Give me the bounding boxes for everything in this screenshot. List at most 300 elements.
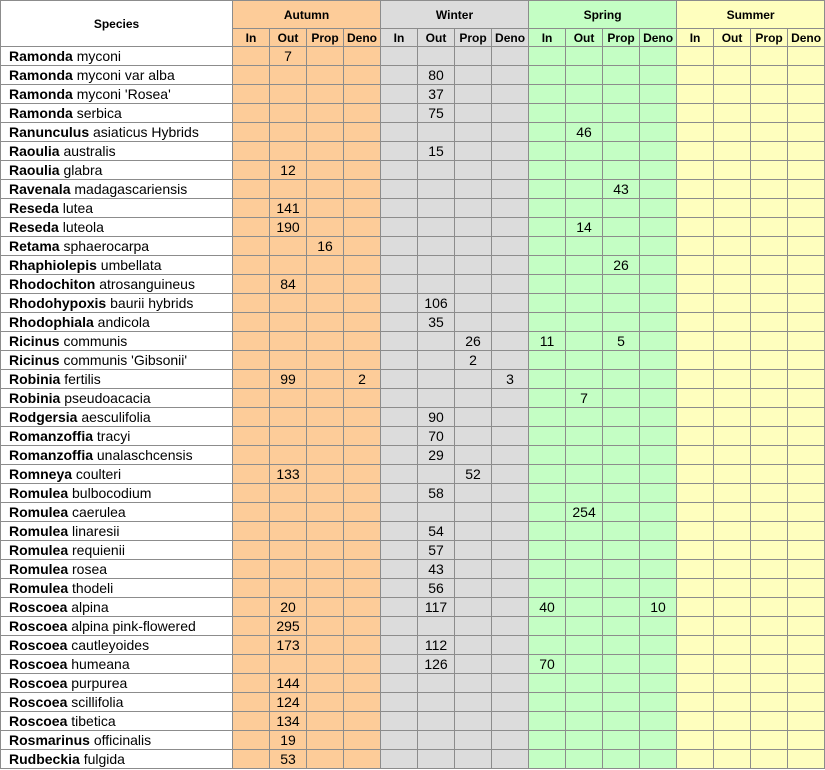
value-cell-summer-prop[interactable] <box>751 427 788 446</box>
value-cell-spring-deno[interactable] <box>640 503 677 522</box>
value-cell-winter-deno[interactable] <box>492 750 529 769</box>
value-cell-summer-deno[interactable] <box>788 332 825 351</box>
value-cell-summer-deno[interactable] <box>788 313 825 332</box>
value-cell-summer-prop[interactable] <box>751 712 788 731</box>
subcolumn-header-spring-deno[interactable]: Deno <box>640 29 677 47</box>
value-cell-winter-prop[interactable] <box>455 199 492 218</box>
value-cell-summer-out[interactable] <box>714 351 751 370</box>
species-name-cell[interactable] <box>1 294 233 313</box>
species-name-cell[interactable] <box>1 66 233 85</box>
value-cell-summer-prop[interactable] <box>751 465 788 484</box>
value-cell-winter-deno[interactable] <box>492 313 529 332</box>
value-cell-autumn-in[interactable] <box>233 579 270 598</box>
value-cell-spring-deno[interactable] <box>640 351 677 370</box>
value-cell-summer-out[interactable] <box>714 256 751 275</box>
value-cell-winter-prop[interactable] <box>455 636 492 655</box>
value-cell-winter-out[interactable] <box>418 237 455 256</box>
value-cell-summer-out[interactable] <box>714 47 751 66</box>
value-cell-spring-out[interactable]: 46 <box>566 123 603 142</box>
value-cell-spring-deno[interactable] <box>640 123 677 142</box>
value-cell-summer-prop[interactable] <box>751 180 788 199</box>
value-cell-spring-deno[interactable] <box>640 731 677 750</box>
value-cell-spring-in[interactable] <box>529 85 566 104</box>
value-cell-spring-out[interactable] <box>566 617 603 636</box>
value-cell-winter-out[interactable]: 54 <box>418 522 455 541</box>
value-cell-autumn-prop[interactable] <box>307 541 344 560</box>
value-cell-spring-out[interactable] <box>566 180 603 199</box>
value-cell-summer-prop[interactable] <box>751 294 788 313</box>
value-cell-autumn-deno[interactable] <box>344 560 381 579</box>
value-cell-summer-prop[interactable] <box>751 104 788 123</box>
value-cell-autumn-deno[interactable] <box>344 104 381 123</box>
value-cell-winter-deno[interactable] <box>492 541 529 560</box>
value-cell-autumn-in[interactable] <box>233 560 270 579</box>
value-cell-autumn-deno[interactable] <box>344 655 381 674</box>
value-cell-winter-prop[interactable] <box>455 180 492 199</box>
value-cell-winter-out[interactable] <box>418 256 455 275</box>
value-cell-summer-prop[interactable] <box>751 636 788 655</box>
value-cell-autumn-out[interactable] <box>270 522 307 541</box>
species-name-cell[interactable] <box>1 256 233 275</box>
value-cell-summer-prop[interactable] <box>751 579 788 598</box>
value-cell-spring-deno[interactable]: 10 <box>640 598 677 617</box>
value-cell-autumn-prop[interactable] <box>307 503 344 522</box>
value-cell-autumn-in[interactable] <box>233 123 270 142</box>
value-cell-winter-in[interactable] <box>381 731 418 750</box>
value-cell-spring-prop[interactable] <box>603 66 640 85</box>
value-cell-spring-prop[interactable] <box>603 693 640 712</box>
value-cell-summer-deno[interactable] <box>788 47 825 66</box>
value-cell-autumn-deno[interactable] <box>344 389 381 408</box>
value-cell-summer-deno[interactable] <box>788 617 825 636</box>
value-cell-autumn-prop[interactable] <box>307 85 344 104</box>
value-cell-autumn-out[interactable] <box>270 541 307 560</box>
value-cell-autumn-in[interactable] <box>233 655 270 674</box>
table-row[interactable] <box>1 123 825 142</box>
value-cell-winter-out[interactable] <box>418 503 455 522</box>
value-cell-spring-prop[interactable] <box>603 636 640 655</box>
value-cell-autumn-deno[interactable] <box>344 503 381 522</box>
value-cell-spring-in[interactable] <box>529 731 566 750</box>
species-name-cell[interactable] <box>1 560 233 579</box>
value-cell-autumn-out[interactable] <box>270 237 307 256</box>
value-cell-winter-deno[interactable] <box>492 579 529 598</box>
value-cell-summer-in[interactable] <box>677 465 714 484</box>
value-cell-winter-deno[interactable] <box>492 47 529 66</box>
value-cell-summer-out[interactable] <box>714 313 751 332</box>
value-cell-spring-prop[interactable] <box>603 655 640 674</box>
value-cell-winter-out[interactable]: 75 <box>418 104 455 123</box>
value-cell-winter-out[interactable]: 43 <box>418 560 455 579</box>
value-cell-spring-prop[interactable] <box>603 674 640 693</box>
value-cell-summer-prop[interactable] <box>751 408 788 427</box>
species-name-cell[interactable] <box>1 484 233 503</box>
value-cell-winter-in[interactable] <box>381 294 418 313</box>
value-cell-summer-prop[interactable] <box>751 161 788 180</box>
value-cell-winter-in[interactable] <box>381 180 418 199</box>
value-cell-winter-deno[interactable] <box>492 674 529 693</box>
value-cell-spring-deno[interactable] <box>640 180 677 199</box>
value-cell-summer-out[interactable] <box>714 275 751 294</box>
value-cell-autumn-prop[interactable] <box>307 655 344 674</box>
value-cell-autumn-prop[interactable] <box>307 218 344 237</box>
value-cell-winter-prop[interactable] <box>455 294 492 313</box>
value-cell-autumn-out[interactable] <box>270 446 307 465</box>
value-cell-spring-out[interactable] <box>566 560 603 579</box>
table-row[interactable] <box>1 408 825 427</box>
value-cell-winter-prop[interactable] <box>455 427 492 446</box>
value-cell-summer-in[interactable] <box>677 389 714 408</box>
value-cell-summer-out[interactable] <box>714 503 751 522</box>
value-cell-autumn-prop[interactable] <box>307 598 344 617</box>
value-cell-autumn-out[interactable] <box>270 503 307 522</box>
value-cell-winter-deno[interactable] <box>492 408 529 427</box>
value-cell-spring-out[interactable] <box>566 85 603 104</box>
subcolumn-header-autumn-out[interactable]: Out <box>270 29 307 47</box>
value-cell-autumn-in[interactable] <box>233 66 270 85</box>
value-cell-winter-in[interactable] <box>381 712 418 731</box>
value-cell-winter-deno[interactable] <box>492 332 529 351</box>
value-cell-summer-in[interactable] <box>677 522 714 541</box>
value-cell-summer-deno[interactable] <box>788 503 825 522</box>
value-cell-summer-prop[interactable] <box>751 47 788 66</box>
value-cell-spring-prop[interactable] <box>603 750 640 769</box>
subcolumn-header-autumn-deno[interactable]: Deno <box>344 29 381 47</box>
value-cell-winter-out[interactable]: 112 <box>418 636 455 655</box>
value-cell-winter-deno[interactable] <box>492 693 529 712</box>
value-cell-autumn-deno[interactable] <box>344 408 381 427</box>
value-cell-autumn-in[interactable] <box>233 47 270 66</box>
value-cell-autumn-in[interactable] <box>233 636 270 655</box>
value-cell-summer-prop[interactable] <box>751 750 788 769</box>
species-name-cell[interactable] <box>1 636 233 655</box>
value-cell-summer-deno[interactable] <box>788 123 825 142</box>
value-cell-autumn-in[interactable] <box>233 351 270 370</box>
table-row[interactable] <box>1 636 825 655</box>
value-cell-autumn-out[interactable]: 173 <box>270 636 307 655</box>
value-cell-spring-in[interactable] <box>529 161 566 180</box>
value-cell-spring-in[interactable] <box>529 674 566 693</box>
value-cell-winter-out[interactable] <box>418 465 455 484</box>
species-name-cell[interactable] <box>1 313 233 332</box>
value-cell-spring-in[interactable] <box>529 294 566 313</box>
value-cell-spring-deno[interactable] <box>640 750 677 769</box>
value-cell-autumn-deno[interactable] <box>344 66 381 85</box>
value-cell-spring-prop[interactable] <box>603 47 640 66</box>
table-row[interactable] <box>1 503 825 522</box>
value-cell-spring-deno[interactable] <box>640 66 677 85</box>
value-cell-autumn-deno[interactable] <box>344 541 381 560</box>
value-cell-autumn-out[interactable] <box>270 66 307 85</box>
value-cell-winter-in[interactable] <box>381 750 418 769</box>
value-cell-autumn-in[interactable] <box>233 598 270 617</box>
value-cell-winter-deno[interactable] <box>492 427 529 446</box>
value-cell-summer-prop[interactable] <box>751 446 788 465</box>
value-cell-autumn-in[interactable] <box>233 294 270 313</box>
value-cell-summer-prop[interactable] <box>751 66 788 85</box>
value-cell-winter-prop[interactable] <box>455 85 492 104</box>
value-cell-summer-deno[interactable] <box>788 427 825 446</box>
subcolumn-header-spring-prop[interactable]: Prop <box>603 29 640 47</box>
value-cell-winter-in[interactable] <box>381 332 418 351</box>
value-cell-spring-out[interactable] <box>566 142 603 161</box>
value-cell-winter-in[interactable] <box>381 617 418 636</box>
value-cell-spring-prop[interactable]: 43 <box>603 180 640 199</box>
value-cell-autumn-in[interactable] <box>233 370 270 389</box>
value-cell-summer-prop[interactable] <box>751 142 788 161</box>
value-cell-winter-deno[interactable] <box>492 617 529 636</box>
value-cell-summer-in[interactable] <box>677 655 714 674</box>
value-cell-winter-in[interactable] <box>381 237 418 256</box>
value-cell-spring-in[interactable] <box>529 712 566 731</box>
value-cell-autumn-deno[interactable] <box>344 617 381 636</box>
value-cell-summer-deno[interactable] <box>788 636 825 655</box>
value-cell-summer-prop[interactable] <box>751 237 788 256</box>
value-cell-autumn-out[interactable]: 144 <box>270 674 307 693</box>
value-cell-autumn-out[interactable] <box>270 85 307 104</box>
value-cell-autumn-in[interactable] <box>233 142 270 161</box>
value-cell-winter-deno[interactable] <box>492 275 529 294</box>
value-cell-winter-in[interactable] <box>381 47 418 66</box>
value-cell-winter-prop[interactable] <box>455 47 492 66</box>
value-cell-winter-prop[interactable] <box>455 313 492 332</box>
value-cell-summer-deno[interactable] <box>788 218 825 237</box>
value-cell-spring-out[interactable] <box>566 161 603 180</box>
season-header-spring[interactable]: Spring <box>529 1 677 29</box>
species-name-cell[interactable] <box>1 351 233 370</box>
value-cell-summer-prop[interactable] <box>751 351 788 370</box>
value-cell-summer-deno[interactable] <box>788 85 825 104</box>
value-cell-winter-prop[interactable] <box>455 408 492 427</box>
value-cell-winter-in[interactable] <box>381 560 418 579</box>
value-cell-autumn-in[interactable] <box>233 731 270 750</box>
value-cell-winter-out[interactable]: 90 <box>418 408 455 427</box>
table-row[interactable] <box>1 47 825 66</box>
table-row[interactable] <box>1 294 825 313</box>
table-row[interactable] <box>1 674 825 693</box>
species-name-cell[interactable] <box>1 104 233 123</box>
value-cell-autumn-deno[interactable] <box>344 351 381 370</box>
value-cell-winter-prop[interactable] <box>455 446 492 465</box>
value-cell-spring-out[interactable]: 254 <box>566 503 603 522</box>
value-cell-autumn-out[interactable]: 295 <box>270 617 307 636</box>
value-cell-spring-deno[interactable] <box>640 693 677 712</box>
value-cell-spring-out[interactable] <box>566 655 603 674</box>
value-cell-spring-deno[interactable] <box>640 446 677 465</box>
value-cell-autumn-in[interactable] <box>233 408 270 427</box>
value-cell-winter-in[interactable] <box>381 66 418 85</box>
value-cell-spring-out[interactable] <box>566 408 603 427</box>
value-cell-winter-deno[interactable]: 3 <box>492 370 529 389</box>
value-cell-summer-out[interactable] <box>714 617 751 636</box>
value-cell-summer-out[interactable] <box>714 123 751 142</box>
value-cell-summer-out[interactable] <box>714 161 751 180</box>
species-name-cell[interactable] <box>1 446 233 465</box>
value-cell-autumn-out[interactable] <box>270 294 307 313</box>
value-cell-spring-deno[interactable] <box>640 465 677 484</box>
value-cell-autumn-deno[interactable] <box>344 237 381 256</box>
value-cell-winter-deno[interactable] <box>492 484 529 503</box>
value-cell-winter-out[interactable] <box>418 180 455 199</box>
value-cell-spring-in[interactable] <box>529 180 566 199</box>
value-cell-spring-in[interactable] <box>529 142 566 161</box>
table-row[interactable] <box>1 237 825 256</box>
value-cell-winter-in[interactable] <box>381 313 418 332</box>
value-cell-summer-deno[interactable] <box>788 750 825 769</box>
value-cell-summer-in[interactable] <box>677 66 714 85</box>
value-cell-spring-in[interactable] <box>529 484 566 503</box>
value-cell-winter-in[interactable] <box>381 446 418 465</box>
value-cell-winter-prop[interactable] <box>455 275 492 294</box>
value-cell-summer-in[interactable] <box>677 370 714 389</box>
species-name-cell[interactable] <box>1 199 233 218</box>
species-name-cell[interactable] <box>1 655 233 674</box>
value-cell-winter-prop[interactable] <box>455 674 492 693</box>
subcolumn-header-winter-prop[interactable]: Prop <box>455 29 492 47</box>
value-cell-summer-out[interactable] <box>714 218 751 237</box>
value-cell-summer-in[interactable] <box>677 712 714 731</box>
value-cell-autumn-in[interactable] <box>233 484 270 503</box>
value-cell-winter-deno[interactable] <box>492 142 529 161</box>
value-cell-summer-prop[interactable] <box>751 256 788 275</box>
value-cell-summer-deno[interactable] <box>788 712 825 731</box>
value-cell-autumn-prop[interactable] <box>307 636 344 655</box>
species-name-cell[interactable] <box>1 370 233 389</box>
value-cell-autumn-prop[interactable] <box>307 66 344 85</box>
value-cell-spring-in[interactable]: 11 <box>529 332 566 351</box>
value-cell-winter-prop[interactable] <box>455 522 492 541</box>
value-cell-spring-deno[interactable] <box>640 104 677 123</box>
subcolumn-header-summer-prop[interactable]: Prop <box>751 29 788 47</box>
value-cell-spring-out[interactable] <box>566 522 603 541</box>
value-cell-summer-in[interactable] <box>677 218 714 237</box>
value-cell-spring-in[interactable] <box>529 370 566 389</box>
value-cell-winter-deno[interactable] <box>492 123 529 142</box>
value-cell-autumn-in[interactable] <box>233 617 270 636</box>
value-cell-autumn-out[interactable] <box>270 104 307 123</box>
value-cell-autumn-deno[interactable] <box>344 123 381 142</box>
value-cell-winter-in[interactable] <box>381 351 418 370</box>
value-cell-summer-out[interactable] <box>714 332 751 351</box>
table-row[interactable] <box>1 465 825 484</box>
value-cell-winter-prop[interactable] <box>455 370 492 389</box>
value-cell-autumn-out[interactable] <box>270 351 307 370</box>
value-cell-autumn-deno[interactable] <box>344 598 381 617</box>
value-cell-summer-prop[interactable] <box>751 313 788 332</box>
value-cell-autumn-deno[interactable]: 2 <box>344 370 381 389</box>
value-cell-winter-out[interactable]: 15 <box>418 142 455 161</box>
value-cell-winter-prop[interactable] <box>455 617 492 636</box>
value-cell-spring-prop[interactable] <box>603 484 640 503</box>
season-header-winter[interactable]: Winter <box>381 1 529 29</box>
value-cell-winter-prop[interactable] <box>455 503 492 522</box>
value-cell-summer-in[interactable] <box>677 199 714 218</box>
value-cell-summer-out[interactable] <box>714 85 751 104</box>
species-name-cell[interactable] <box>1 465 233 484</box>
value-cell-summer-deno[interactable] <box>788 693 825 712</box>
value-cell-winter-in[interactable] <box>381 123 418 142</box>
value-cell-winter-in[interactable] <box>381 256 418 275</box>
value-cell-winter-prop[interactable] <box>455 484 492 503</box>
value-cell-spring-deno[interactable] <box>640 47 677 66</box>
value-cell-summer-out[interactable] <box>714 655 751 674</box>
value-cell-summer-out[interactable] <box>714 199 751 218</box>
value-cell-spring-prop[interactable] <box>603 560 640 579</box>
value-cell-autumn-out[interactable] <box>270 256 307 275</box>
value-cell-autumn-out[interactable] <box>270 408 307 427</box>
value-cell-winter-out[interactable] <box>418 617 455 636</box>
value-cell-summer-in[interactable] <box>677 446 714 465</box>
value-cell-winter-out[interactable] <box>418 47 455 66</box>
value-cell-summer-out[interactable] <box>714 522 751 541</box>
value-cell-summer-in[interactable] <box>677 617 714 636</box>
value-cell-summer-in[interactable] <box>677 560 714 579</box>
season-header-autumn[interactable]: Autumn <box>233 1 381 29</box>
value-cell-spring-deno[interactable] <box>640 579 677 598</box>
value-cell-summer-in[interactable] <box>677 123 714 142</box>
value-cell-summer-in[interactable] <box>677 313 714 332</box>
value-cell-spring-in[interactable] <box>529 123 566 142</box>
value-cell-spring-out[interactable] <box>566 693 603 712</box>
value-cell-summer-deno[interactable] <box>788 465 825 484</box>
value-cell-spring-prop[interactable] <box>603 712 640 731</box>
value-cell-spring-deno[interactable] <box>640 617 677 636</box>
value-cell-summer-out[interactable] <box>714 484 751 503</box>
species-name-cell[interactable] <box>1 750 233 769</box>
value-cell-winter-prop[interactable] <box>455 66 492 85</box>
subcolumn-header-spring-out[interactable]: Out <box>566 29 603 47</box>
value-cell-autumn-in[interactable] <box>233 104 270 123</box>
value-cell-autumn-in[interactable] <box>233 712 270 731</box>
value-cell-summer-in[interactable] <box>677 693 714 712</box>
value-cell-winter-prop[interactable] <box>455 256 492 275</box>
value-cell-autumn-deno[interactable] <box>344 693 381 712</box>
value-cell-summer-out[interactable] <box>714 237 751 256</box>
value-cell-spring-deno[interactable] <box>640 427 677 446</box>
value-cell-summer-deno[interactable] <box>788 408 825 427</box>
value-cell-summer-in[interactable] <box>677 104 714 123</box>
value-cell-winter-prop[interactable] <box>455 560 492 579</box>
value-cell-summer-in[interactable] <box>677 351 714 370</box>
value-cell-autumn-out[interactable]: 12 <box>270 161 307 180</box>
value-cell-spring-in[interactable] <box>529 522 566 541</box>
value-cell-autumn-in[interactable] <box>233 750 270 769</box>
value-cell-autumn-in[interactable] <box>233 674 270 693</box>
value-cell-summer-deno[interactable] <box>788 655 825 674</box>
value-cell-spring-prop[interactable] <box>603 427 640 446</box>
value-cell-winter-out[interactable] <box>418 370 455 389</box>
value-cell-spring-deno[interactable] <box>640 541 677 560</box>
subcolumn-header-summer-deno[interactable]: Deno <box>788 29 825 47</box>
value-cell-spring-in[interactable] <box>529 446 566 465</box>
value-cell-winter-out[interactable] <box>418 275 455 294</box>
value-cell-summer-out[interactable] <box>714 560 751 579</box>
value-cell-autumn-prop[interactable] <box>307 522 344 541</box>
value-cell-spring-prop[interactable] <box>603 598 640 617</box>
value-cell-autumn-in[interactable] <box>233 427 270 446</box>
value-cell-spring-deno[interactable] <box>640 237 677 256</box>
value-cell-summer-in[interactable] <box>677 161 714 180</box>
value-cell-autumn-in[interactable] <box>233 218 270 237</box>
value-cell-summer-deno[interactable] <box>788 256 825 275</box>
table-row[interactable] <box>1 180 825 199</box>
value-cell-autumn-in[interactable] <box>233 161 270 180</box>
value-cell-winter-in[interactable] <box>381 427 418 446</box>
value-cell-autumn-in[interactable] <box>233 313 270 332</box>
species-name-cell[interactable] <box>1 427 233 446</box>
value-cell-autumn-deno[interactable] <box>344 294 381 313</box>
value-cell-winter-in[interactable] <box>381 541 418 560</box>
